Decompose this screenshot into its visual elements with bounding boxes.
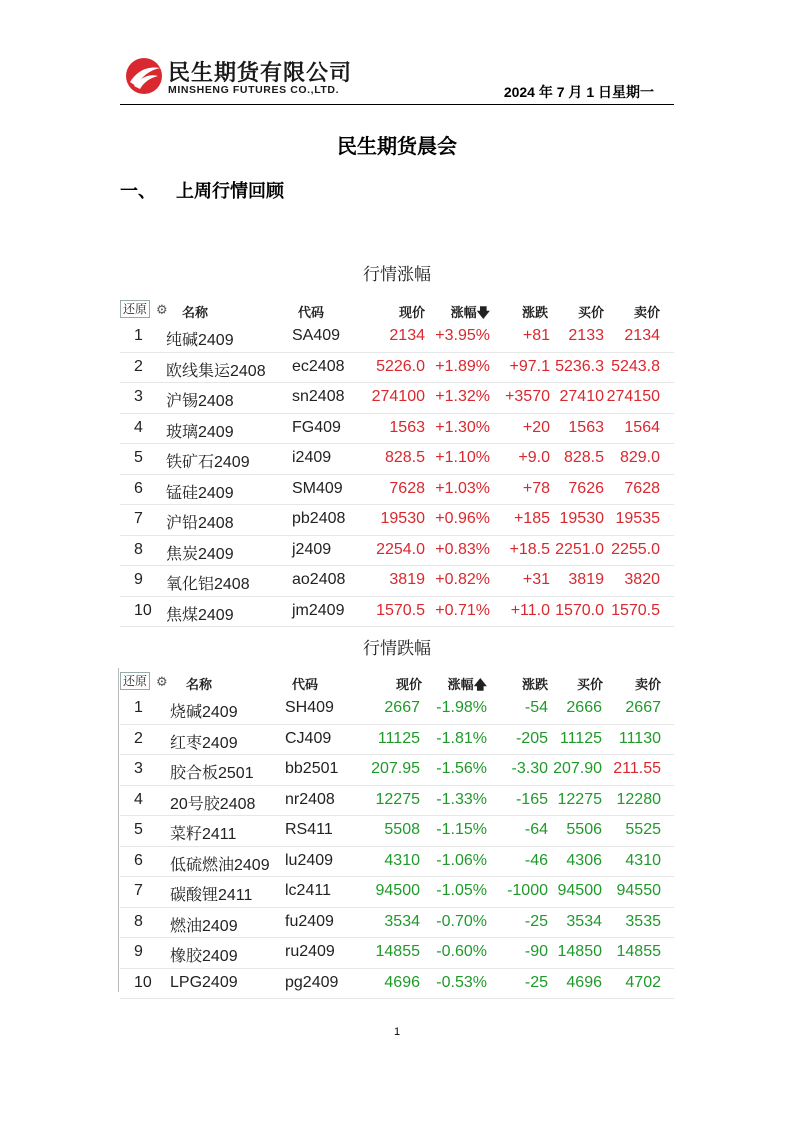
column-header-bid[interactable] bbox=[577, 674, 603, 693]
cell-bid: 19530 bbox=[559, 510, 604, 527]
table-row[interactable] bbox=[120, 847, 674, 878]
cell-change: +20 bbox=[522, 418, 550, 436]
cell-price: 3534 bbox=[384, 912, 420, 930]
cell-ask: 5525 bbox=[625, 821, 661, 838]
cell-change: +97.1 bbox=[509, 357, 550, 375]
cell-price: 1563 bbox=[389, 418, 425, 436]
cell-pct: -1.33% bbox=[436, 790, 487, 808]
cell-name: 沪锡2408 bbox=[166, 393, 234, 410]
column-header-label: 现价 bbox=[395, 677, 422, 692]
column-header-label: 涨幅 bbox=[447, 677, 474, 692]
cell-code: pb2408 bbox=[292, 510, 346, 527]
column-header-label: 代码 bbox=[292, 677, 319, 692]
cell-change: +9.0 bbox=[518, 449, 550, 466]
cell-idx: 3 bbox=[134, 388, 143, 405]
cell-price: 828.5 bbox=[384, 449, 425, 466]
cell-name: 纯碱2409 bbox=[166, 332, 234, 349]
cell-bid: 5506 bbox=[566, 821, 602, 838]
cell-ask: 14855 bbox=[616, 943, 661, 960]
table-row[interactable] bbox=[120, 536, 674, 567]
cell-pct: -0.53% bbox=[436, 973, 487, 991]
cell-name: 红枣2409 bbox=[170, 734, 238, 752]
cell-ask: 12280 bbox=[616, 790, 661, 808]
table-row[interactable] bbox=[120, 877, 674, 908]
cell-code: i2409 bbox=[292, 449, 332, 466]
cell-change: -3.30 bbox=[511, 760, 548, 777]
cell-name: 焦煤2409 bbox=[166, 606, 234, 624]
column-header-change[interactable] bbox=[522, 674, 548, 693]
cell-pct: -0.60% bbox=[436, 943, 487, 960]
cell-price: 207.95 bbox=[371, 760, 420, 777]
table-row[interactable] bbox=[120, 816, 674, 847]
cell-code: j2409 bbox=[292, 540, 332, 558]
column-header-label: 现价 bbox=[398, 305, 425, 320]
table-row[interactable] bbox=[120, 475, 674, 506]
cell-idx: 3 bbox=[134, 760, 143, 777]
cell-idx: 4 bbox=[134, 418, 143, 436]
cell-ask: 2667 bbox=[625, 699, 661, 716]
cell-idx: 6 bbox=[134, 851, 143, 869]
cell-price: 4310 bbox=[384, 851, 420, 869]
table-row[interactable] bbox=[120, 322, 674, 353]
column-header-label: 名称 bbox=[186, 677, 213, 692]
table-row[interactable] bbox=[120, 505, 674, 536]
cell-bid: 27410 bbox=[559, 388, 604, 405]
cell-ask: 211.55 bbox=[613, 760, 661, 777]
cell-ask: 1564 bbox=[624, 418, 660, 436]
cell-bid: 3819 bbox=[568, 571, 604, 588]
cell-change: -205 bbox=[515, 729, 548, 747]
report-date: 2024 年 7 月 1 日星期一 bbox=[503, 84, 654, 100]
cell-change: +185 bbox=[513, 510, 550, 527]
cell-price: 3819 bbox=[389, 571, 425, 588]
cell-idx: 8 bbox=[134, 540, 143, 558]
cell-change: -25 bbox=[524, 912, 548, 930]
column-header-label: 涨跌 bbox=[521, 677, 548, 692]
cell-code: ru2409 bbox=[285, 943, 335, 960]
cell-price: 11125 bbox=[377, 729, 420, 747]
cell-name: 胶合板2501 bbox=[170, 765, 254, 782]
gainers-header-row bbox=[120, 296, 674, 322]
cell-change: +78 bbox=[522, 479, 550, 497]
cell-code: FG409 bbox=[292, 418, 341, 436]
reset-button[interactable]: 还原 bbox=[120, 300, 150, 318]
cell-pct: +1.89% bbox=[435, 357, 490, 375]
section-number: 一、 bbox=[120, 181, 156, 201]
cell-idx: 6 bbox=[134, 479, 143, 497]
cell-name: 焦炭2409 bbox=[166, 545, 234, 563]
cell-idx: 2 bbox=[134, 357, 143, 375]
cell-code: bb2501 bbox=[285, 760, 339, 777]
cell-code: sn2408 bbox=[292, 388, 345, 405]
column-header-label: 买价 bbox=[577, 305, 604, 320]
cell-code: pg2409 bbox=[285, 973, 339, 991]
cell-name: 玻璃2409 bbox=[166, 423, 234, 441]
cell-change: +31 bbox=[522, 571, 550, 588]
column-header-label: 涨跌 bbox=[521, 305, 548, 320]
cell-bid: 2666 bbox=[566, 699, 602, 716]
letterhead bbox=[120, 52, 674, 105]
cell-ask: 2134 bbox=[624, 327, 660, 344]
losers-table bbox=[120, 668, 674, 999]
cell-bid: 4306 bbox=[566, 851, 602, 869]
cell-idx: 1 bbox=[134, 327, 143, 344]
cell-pct: -1.81% bbox=[436, 729, 487, 747]
column-header-label: 代码 bbox=[298, 305, 325, 320]
cell-name: 烧碱2409 bbox=[170, 704, 238, 721]
cell-ask: 7628 bbox=[624, 479, 660, 497]
cell-bid: 3534 bbox=[566, 912, 602, 930]
table-row[interactable] bbox=[120, 938, 674, 969]
cell-code: fu2409 bbox=[285, 912, 334, 930]
cell-price: 4696 bbox=[384, 973, 420, 991]
column-header-price[interactable] bbox=[396, 674, 422, 693]
cell-code: ec2408 bbox=[292, 357, 345, 375]
gainers-title: 行情涨幅 bbox=[363, 265, 431, 284]
cell-idx: 9 bbox=[134, 943, 143, 960]
cell-idx: 10 bbox=[134, 601, 152, 619]
cell-idx: 5 bbox=[134, 449, 143, 466]
cell-bid: 5236.3 bbox=[555, 357, 604, 375]
column-header-label: 名称 bbox=[182, 305, 209, 320]
cell-bid: 94500 bbox=[557, 882, 602, 899]
column-header-label: 卖价 bbox=[633, 305, 660, 320]
cell-change: +3570 bbox=[505, 388, 550, 405]
cell-change: +11.0 bbox=[510, 601, 550, 619]
cell-idx: 10 bbox=[134, 973, 152, 991]
gear-icon[interactable]: ⚙ bbox=[156, 674, 168, 689]
cell-idx: 5 bbox=[134, 821, 143, 838]
cell-name: 低硫燃油2409 bbox=[170, 856, 270, 874]
cell-idx: 7 bbox=[134, 510, 143, 527]
cell-idx: 1 bbox=[134, 699, 143, 716]
losers-title: 行情跌幅 bbox=[363, 639, 431, 658]
cell-change: -64 bbox=[524, 821, 548, 838]
losers-header-row bbox=[120, 668, 674, 694]
cell-change: -54 bbox=[524, 699, 548, 716]
column-header-ask[interactable] bbox=[634, 302, 660, 321]
column-header-label: 卖价 bbox=[634, 677, 661, 692]
table-row[interactable] bbox=[120, 414, 674, 445]
column-header-label: 涨幅 bbox=[450, 305, 477, 320]
cell-pct: -0.70% bbox=[436, 912, 487, 930]
cell-change: -90 bbox=[524, 943, 548, 960]
table-row[interactable] bbox=[120, 566, 674, 597]
cell-price: 12275 bbox=[375, 790, 420, 808]
cell-name: 菜籽2411 bbox=[170, 826, 237, 843]
cell-pct: +0.83% bbox=[435, 540, 490, 558]
cell-change: +18.5 bbox=[509, 540, 550, 558]
cell-price: 5508 bbox=[384, 821, 420, 838]
company-name-en: MINSHENG FUTURES CO.,LTD. bbox=[168, 84, 340, 96]
cell-ask: 4702 bbox=[625, 973, 661, 991]
arrow-down-icon: 🡇 bbox=[476, 305, 490, 320]
column-header-label: 买价 bbox=[576, 677, 603, 692]
cell-pct: +1.30% bbox=[435, 418, 490, 436]
cell-code: SM409 bbox=[292, 479, 343, 497]
cell-bid: 1563 bbox=[568, 418, 604, 436]
table-row[interactable] bbox=[120, 444, 674, 475]
cell-code: RS411 bbox=[285, 821, 333, 838]
cell-pct: +3.95% bbox=[435, 327, 490, 344]
table-row[interactable] bbox=[120, 383, 674, 414]
cell-pct: -1.56% bbox=[436, 760, 487, 777]
reset-button[interactable]: 还原 bbox=[120, 672, 150, 690]
minsheng-logo-icon bbox=[124, 56, 164, 96]
company-name-cn: 民生期货有限公司 bbox=[168, 60, 353, 85]
cell-change: -25 bbox=[524, 973, 548, 991]
cell-change: +81 bbox=[522, 327, 550, 344]
table-row[interactable] bbox=[120, 755, 674, 786]
cell-price: 14855 bbox=[375, 943, 420, 960]
cell-price: 7628 bbox=[389, 479, 425, 497]
cell-name: 锰硅2409 bbox=[166, 484, 234, 502]
cell-price: 1570.5 bbox=[376, 601, 425, 619]
cell-code: SA409 bbox=[292, 327, 341, 344]
cell-name: 氧化铝2408 bbox=[166, 576, 250, 593]
cell-pct: +1.32% bbox=[435, 388, 490, 405]
cell-ask: 3535 bbox=[625, 912, 661, 930]
cell-price: 2667 bbox=[384, 699, 420, 716]
cell-price: 2134 bbox=[389, 327, 425, 344]
cell-ask: 829.0 bbox=[619, 449, 660, 466]
cell-pct: +1.03% bbox=[435, 479, 490, 497]
cell-idx: 9 bbox=[134, 571, 143, 588]
cell-ask: 4310 bbox=[625, 851, 661, 869]
cell-code: CJ409 bbox=[285, 729, 332, 747]
cell-change: -46 bbox=[524, 851, 548, 869]
cell-idx: 8 bbox=[134, 912, 143, 930]
cell-ask: 19535 bbox=[615, 510, 660, 527]
cell-name: 欧线集运2408 bbox=[166, 362, 266, 380]
cell-bid: 2133 bbox=[568, 327, 604, 344]
cell-name: 碳酸锂2411 bbox=[170, 887, 253, 904]
cell-price: 274100 bbox=[371, 388, 425, 405]
cell-change: -165 bbox=[515, 790, 548, 808]
section-title: 上周行情回顾 bbox=[176, 181, 284, 201]
column-header-code[interactable] bbox=[292, 674, 318, 693]
cell-code: jm2409 bbox=[292, 601, 345, 619]
gainers-table bbox=[120, 296, 674, 627]
table-left-border bbox=[118, 668, 119, 992]
cell-code: lu2409 bbox=[285, 851, 334, 869]
table-row[interactable] bbox=[120, 725, 674, 756]
cell-pct: +0.82% bbox=[435, 571, 490, 588]
table-row[interactable] bbox=[120, 597, 674, 628]
cell-change: -1000 bbox=[507, 882, 548, 899]
cell-name: 铁矿石2409 bbox=[166, 454, 250, 471]
cell-price: 19530 bbox=[380, 510, 425, 527]
cell-pct: +0.96% bbox=[435, 510, 490, 527]
cell-code: SH409 bbox=[285, 699, 334, 716]
column-header-name[interactable] bbox=[186, 674, 212, 693]
cell-code: lc2411 bbox=[285, 882, 331, 899]
cell-bid: 2251.0 bbox=[555, 540, 604, 558]
cell-idx: 7 bbox=[134, 882, 143, 899]
cell-name: 燃油2409 bbox=[170, 917, 238, 935]
cell-ask: 94550 bbox=[616, 882, 661, 899]
table-row[interactable] bbox=[120, 353, 674, 384]
table-row[interactable] bbox=[120, 908, 674, 939]
cell-idx: 4 bbox=[134, 790, 143, 808]
cell-pct: -1.06% bbox=[436, 851, 487, 869]
cell-ask: 3820 bbox=[624, 571, 660, 588]
cell-pct: -1.98% bbox=[436, 699, 487, 716]
cell-bid: 12275 bbox=[557, 790, 602, 808]
cell-pct: -1.05% bbox=[436, 882, 487, 899]
column-header-bid[interactable] bbox=[578, 302, 604, 321]
cell-code: nr2408 bbox=[285, 790, 335, 808]
cell-pct: +0.71% bbox=[435, 601, 490, 619]
cell-ask: 1570.5 bbox=[611, 601, 660, 619]
cell-code: ao2408 bbox=[292, 571, 346, 588]
table-row[interactable] bbox=[120, 969, 674, 1000]
cell-bid: 4696 bbox=[566, 973, 602, 991]
cell-bid: 828.5 bbox=[563, 449, 604, 466]
column-header-code[interactable] bbox=[298, 302, 324, 321]
cell-bid: 207.90 bbox=[553, 760, 602, 777]
cell-ask: 5243.8 bbox=[611, 357, 660, 375]
cell-pct: -1.15% bbox=[436, 821, 487, 838]
cell-bid: 14850 bbox=[557, 943, 602, 960]
cell-name: 沪铅2408 bbox=[166, 515, 234, 532]
cell-ask: 274150 bbox=[606, 388, 660, 405]
document-title: 民生期货晨会 bbox=[337, 136, 457, 158]
cell-price: 2254.0 bbox=[376, 540, 425, 558]
cell-idx: 2 bbox=[134, 729, 143, 747]
cell-name: 20号胶2408 bbox=[170, 795, 256, 813]
table-row[interactable] bbox=[120, 786, 674, 817]
cell-price: 5226.0 bbox=[376, 357, 425, 375]
column-header-change[interactable] bbox=[522, 302, 548, 321]
cell-pct: +1.10% bbox=[435, 449, 490, 466]
column-header-price[interactable] bbox=[399, 302, 425, 321]
cell-ask: 11130 bbox=[618, 729, 661, 747]
cell-name: LPG2409 bbox=[170, 973, 238, 991]
column-header-ask[interactable] bbox=[635, 674, 661, 693]
table-row[interactable] bbox=[120, 694, 674, 725]
cell-ask: 2255.0 bbox=[611, 540, 660, 558]
cell-bid: 1570.0 bbox=[555, 601, 604, 619]
cell-price: 94500 bbox=[375, 882, 420, 899]
cell-name: 橡胶2409 bbox=[170, 948, 238, 965]
page-number: 1 bbox=[393, 1026, 401, 1038]
gear-icon[interactable]: ⚙ bbox=[156, 302, 168, 317]
arrow-up-icon: 🡅 bbox=[473, 677, 487, 692]
column-header-name[interactable] bbox=[182, 302, 208, 321]
cell-bid: 7626 bbox=[568, 479, 604, 497]
cell-bid: 11125 bbox=[559, 729, 602, 747]
